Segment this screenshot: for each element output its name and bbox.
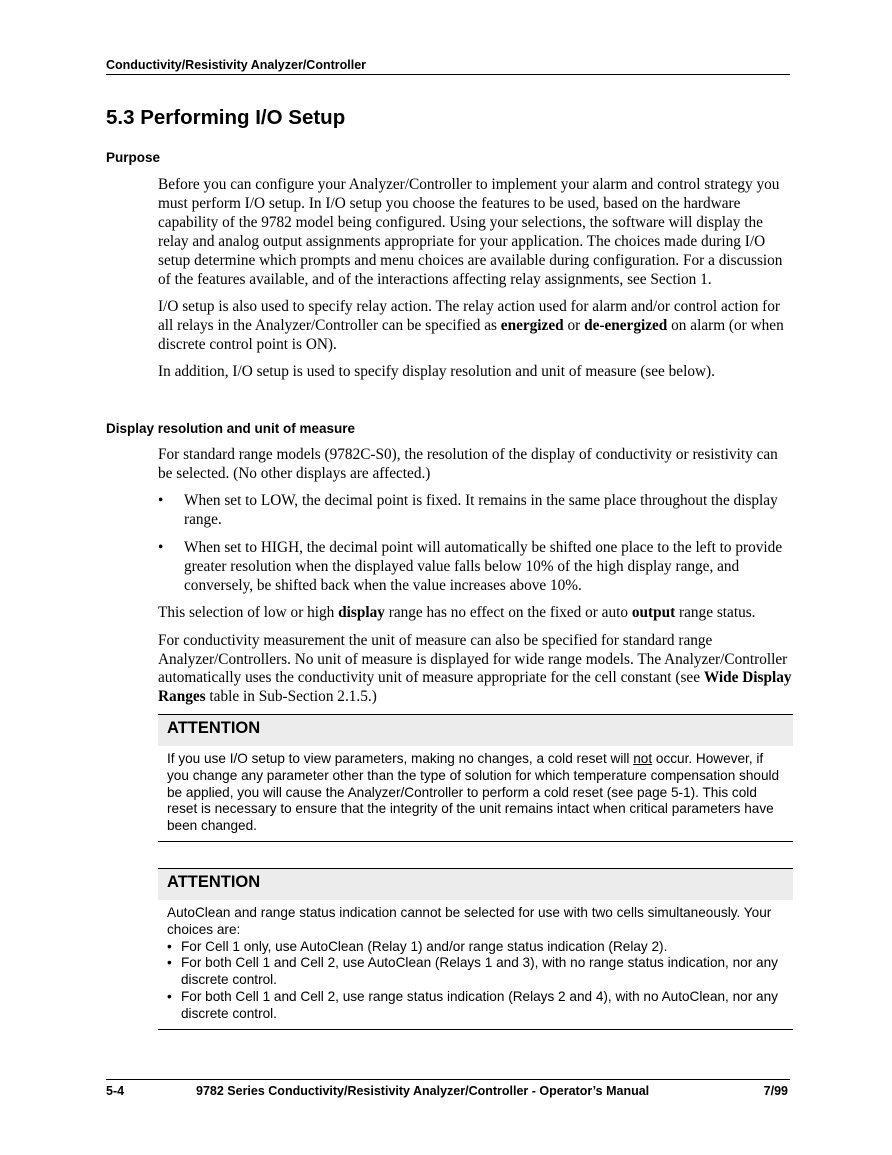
display-heading: Display resolution and unit of measure [106,421,356,436]
page-number: 5-4 [106,1084,125,1098]
bullet-mark: • [167,955,172,971]
revision-date: 7/99 [763,1084,788,1098]
bullet-mark: • [158,492,164,510]
running-footer [106,1079,790,1098]
purpose-paragraph-3: In addition, I/O setup is used to specify display resolution and unit of measure (see below). [158,363,715,381]
section-title: 5.3 Performing I/O Setup [106,106,346,129]
purpose-heading: Purpose [106,150,161,165]
attention-heading: ATTENTION [158,715,793,746]
attention-text [158,900,793,1029]
manual-title: 9782 Series Conductivity/Resistivity Analyzer/Controller - Operator’s Manual [196,1084,650,1098]
energized-term: energized [500,316,564,334]
attention-box-autoclean [158,868,793,1030]
list-item: • For both Cell 1 and Cell 2, use AutoClean (Relays 1 and 3), with no range status indication, nor any discrete control. [167,955,778,988]
display-paragraph-1: For standard range models (9782C-S0), the resolution of the display of conductivity or resistivity can be selected. (No other displays are affected.) [158,446,778,482]
list-item: • For Cell 1 only, use AutoClean (Relay 1) and/or range status indication (Relay 2). [167,938,668,954]
attention-box-cold-reset [158,714,793,842]
bullet-mark: • [167,988,172,1004]
attention-intro: AutoClean and range status indication cannot be selected for use with two cells simultaneously. Your choices are: [167,905,772,937]
bullet-mark: • [158,538,164,556]
display-paragraph-3: For conductivity measurement the unit of measure can also be specified for standard range Analyzer/Controllers. No unit of measure is displayed for wide range models. The Analyzer/Controller automatically uses the conductivity unit of measure appropriate for the cell constant (see Wide Display Ranges table in Sub-Section 2.1.5.) [158,631,792,706]
wide-display-ranges-ref: Wide Display Ranges [158,669,792,706]
de-energized-term: de-energized [584,316,668,334]
purpose-body [158,176,793,391]
display-paragraph-2: This selection of low or high display range has no effect on the fixed or auto output range status. [158,604,756,622]
purpose-paragraph-1: Before you can configure your Analyzer/Controller to implement your alarm and control strategy you must perform I/O setup. In I/O setup you choose the features to be used, based on the hardware capability of the 9782 model being configured. Using your selections, the software will display the relay and analog output assignments appropriate for your application. The choices made during I/O setup determine which prompts and menu choices are available during configuration. For a discussion of the features available, and of the interactions affecting relay assignments, see Section 1. [158,176,783,288]
list-item: • When set to LOW, the decimal point is fixed. It remains in the same place throughout the display range. [158,492,778,529]
list-item: • When set to HIGH, the decimal point will automatically be shifted one place to the left to provide greater resolution when the displayed value falls below 10% of the high display range, and conversely, be shifted back when the value increases above 10%. [158,538,783,594]
attention-heading: ATTENTION [158,869,793,900]
bullet-mark: • [167,938,172,954]
list-item: • For both Cell 1 and Cell 2, use range status indication (Relays 2 and 4), with no AutoClean, nor any discrete control. [167,988,778,1021]
running-header: Conductivity/Resistivity Analyzer/Controller [106,58,790,75]
display-body [158,446,793,716]
purpose-paragraph-2: I/O setup is also used to specify relay action. The relay action used for alarm and/or control action for all relays in the Analyzer/Controller can be specified as energized or de-energized on alarm (or when discrete control point is ON). [158,298,784,353]
attention-text: If you use I/O setup to view parameters, making no changes, a cold reset will not occur. However, if you change any parameter other than the type of solution for which temperature compensation should be applied, you will cause the Analyzer/Controller to perform a cold reset (see page 5-1). This cold reset is necessary to ensure that the integrity of the unit remains intact when critical parameters have been changed. [167,751,780,834]
